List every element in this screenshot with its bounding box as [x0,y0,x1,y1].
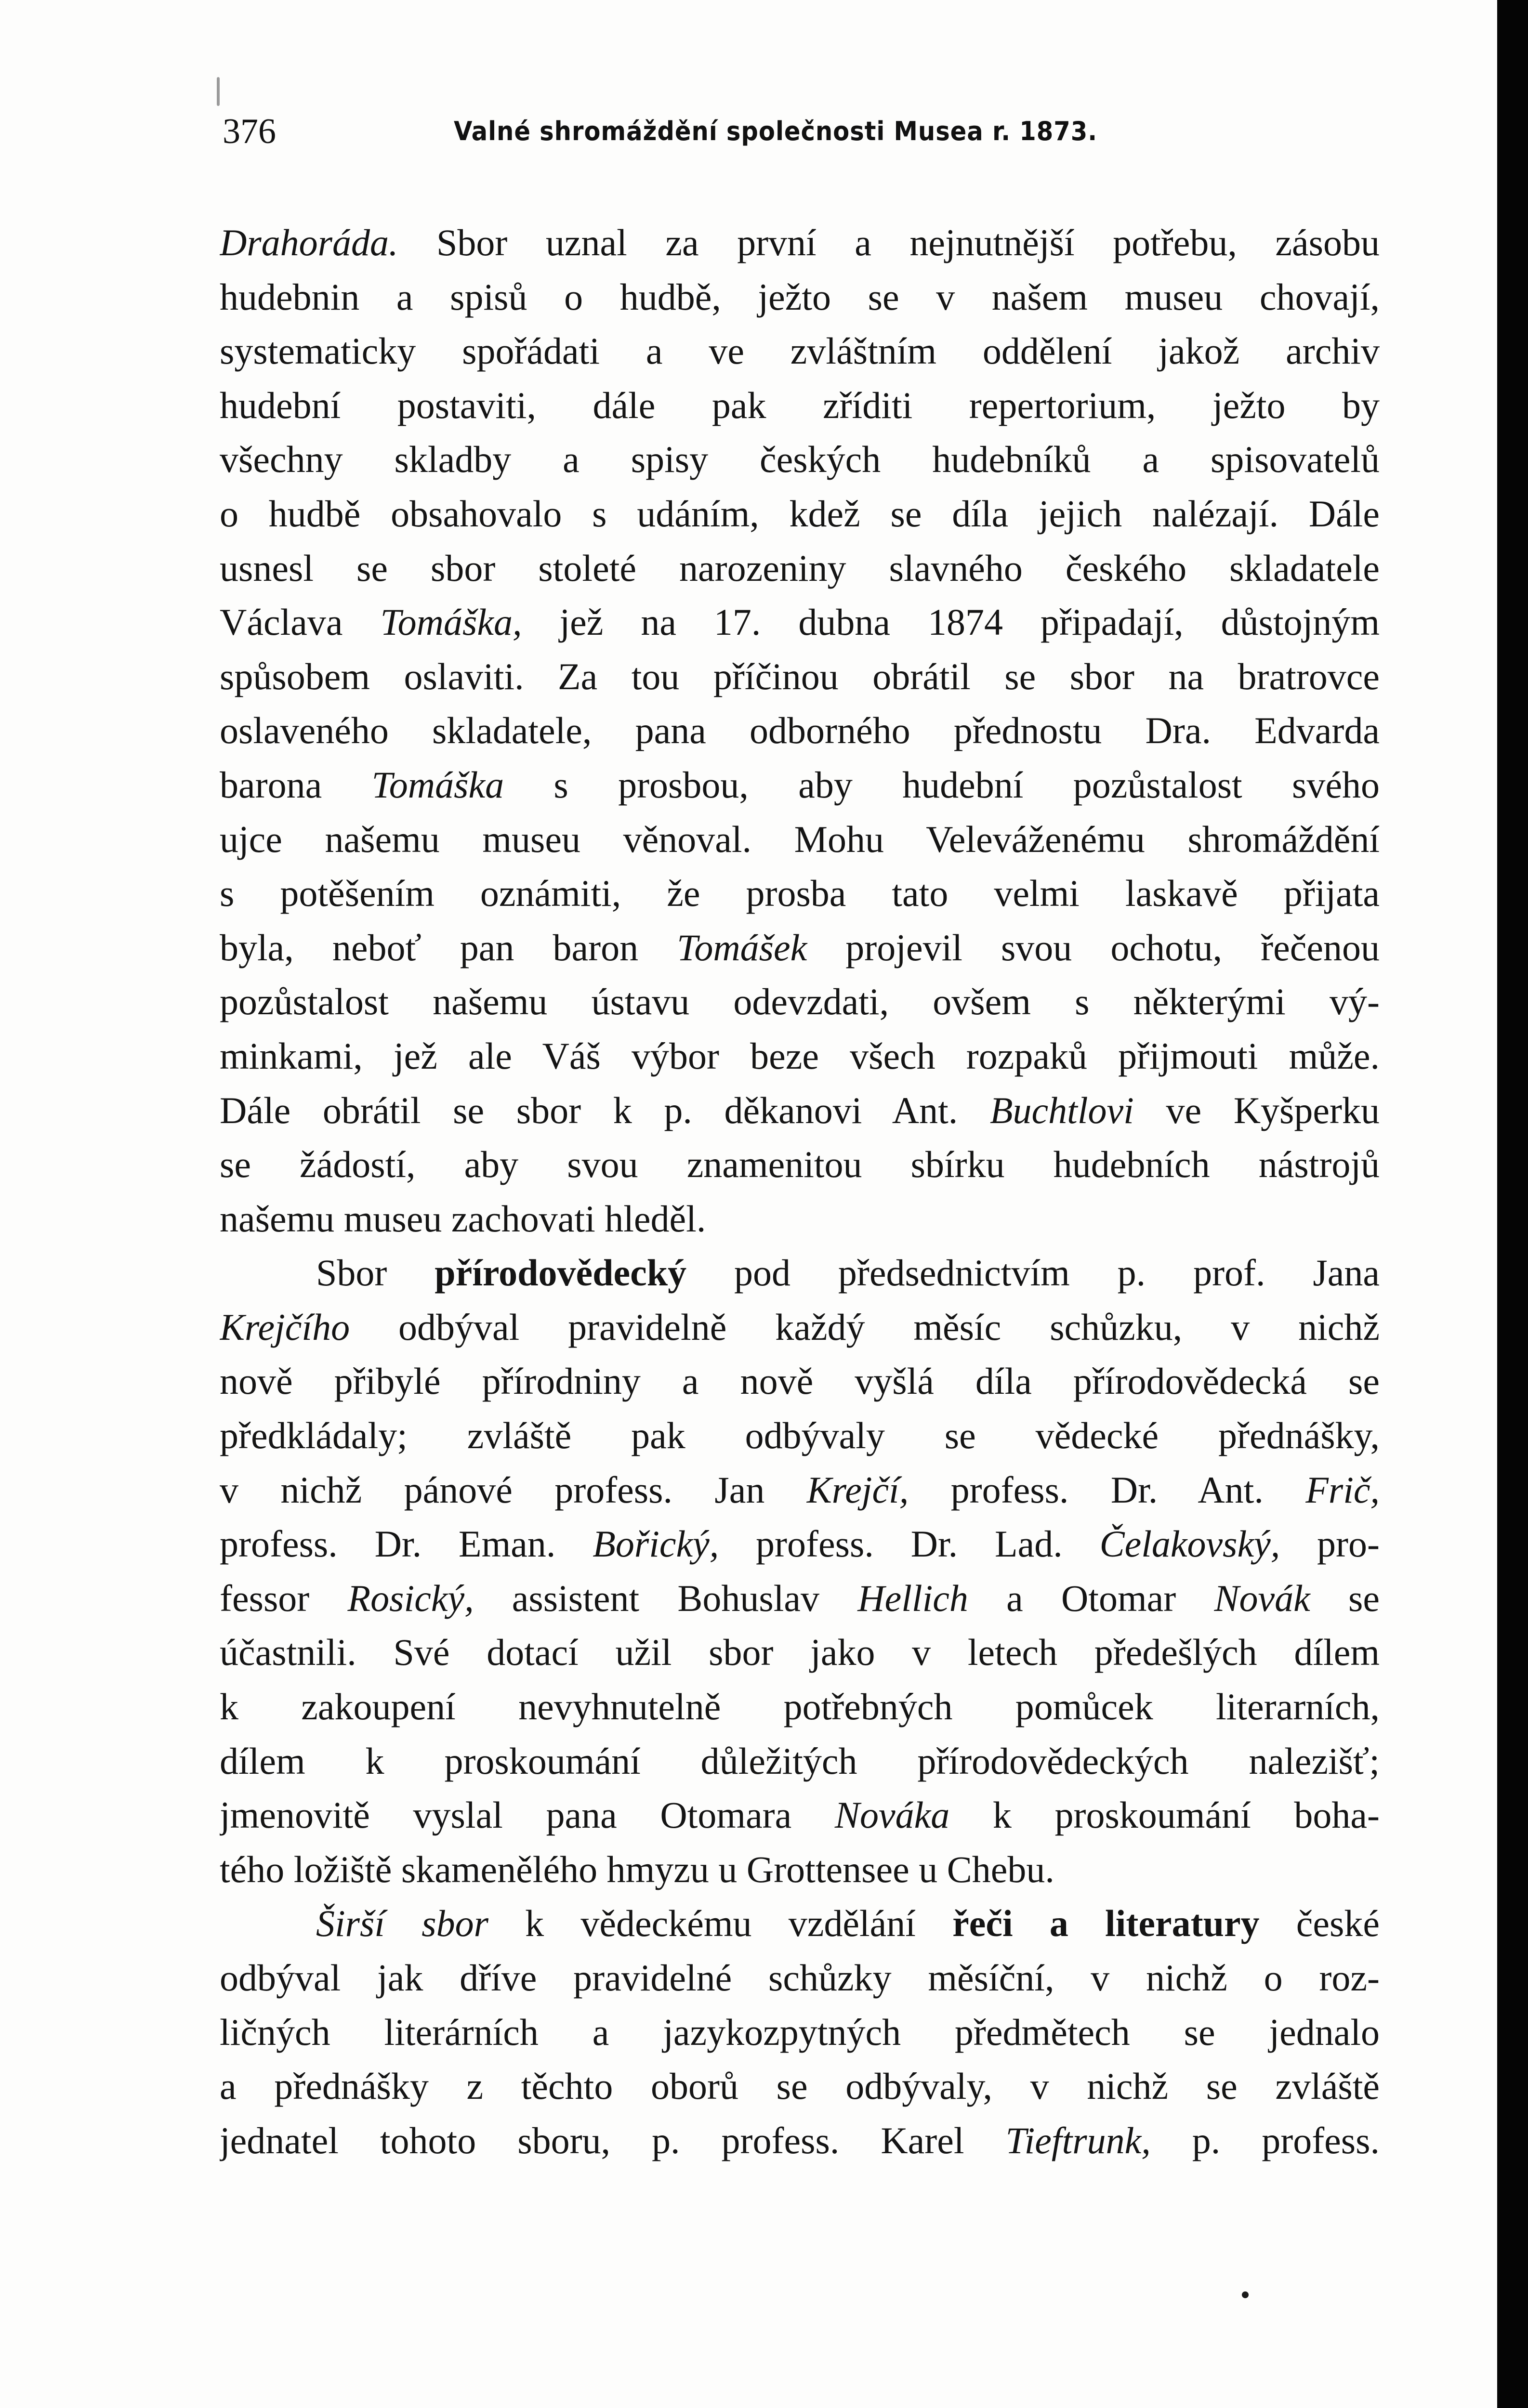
text-line: účastnili. Své dotací užil sbor jako v letech předešlých dílem [220,1631,1380,1674]
paragraph-music [220,216,1380,1246]
text-line: všechny skladby a spisy českých hudebníků a spisovatelů [220,438,1380,481]
text-line: ličných literárních a jazykozpytných předmětech se jednalo [220,2011,1380,2053]
text-line [220,216,1380,270]
text-run: p. profess. [1150,2119,1380,2161]
text-run: Sbor [316,1252,435,1294]
text-line [220,595,1380,650]
text-line: našemu museu zachovati hleděl. [220,1197,706,1240]
paragraph-language-literature [220,1897,1380,2168]
text-run: Václava [220,601,381,643]
text-line [220,2114,1380,2168]
italic-name: Krejčí, [806,1468,909,1511]
text-line [220,1897,1380,1951]
text-run: jmenovitě vyslal pana Otomara [220,1794,835,1836]
running-head: Valné shromáždění společnosti Musea r. 1873. [454,116,1098,146]
text-line: odbýval jak dříve pravidelné schůzky měsíční, v nichž o roz- [220,1957,1380,1999]
text-line: ujce našemu museu věnoval. Mohu Veleváženému shromáždění [220,818,1380,860]
text-line [220,1463,1380,1518]
text-run: k vědeckému vzdělání [488,1902,953,1945]
text-line [220,758,1380,812]
text-line [220,1788,1380,1843]
italic-name: Čelakovský, [1099,1523,1280,1565]
italic-name: Frič, [1305,1468,1380,1511]
paragraph-natural-science [220,1246,1380,1897]
italic-name: Tieftrunk, [1005,2119,1151,2161]
italic-name: Tomáška, [380,601,522,643]
italic-name: Drahoráda. [220,222,398,263]
italic-name: Rosický, [347,1577,474,1619]
text-line: a přednášky z těchto oborů se odbývaly, v nichž se zvláště [220,2065,1380,2107]
italic-name: Nováka [834,1794,950,1836]
text-line: oslaveného skladatele, pana odborného přednostu Dra. Edvarda [220,709,1380,752]
text-run: odbýval pravidelně každý měsíc schůzku, v nichž [350,1306,1380,1348]
text-line [220,921,1380,975]
scan-edge [1497,0,1528,2408]
italic-name: Hellich [857,1577,968,1619]
text-line: systematicky spořádati a ve zvláštním oddělení jakož archiv [220,330,1380,372]
text-run: jednatel tohoto sboru, p. profess. Karel [220,2119,1006,2161]
text-line: tého ložiště skamenělého hmyzu u Grottensee u Chebu. [220,1848,1054,1890]
text-line: o hudbě obsahovalo s udáním, kdež se díla jejich nalézají. Dále [220,492,1380,535]
text-line: předkládaly; zvláště pak odbývaly se vědecké přednášky, [220,1414,1380,1457]
text-run: profess. Dr. Ant. [909,1468,1306,1511]
text-run: assistent Bohuslav [474,1577,858,1619]
text-line [220,1084,1380,1138]
text-line: pozůstalost našemu ústavu odevzdati, ovšem s některými vý- [220,981,1380,1023]
text-run: české [1259,1902,1380,1945]
text-run: barona [220,763,372,806]
italic-name: Tomášek [677,926,807,968]
text-line [220,1571,1380,1626]
italic-name: Novák [1214,1577,1310,1619]
body-text [220,216,1380,2168]
text-line: s potěšením oznámiti, že prosba tato velmi laskavě přijata [220,872,1380,915]
text-line [220,1300,1380,1355]
text-run: se [1310,1577,1380,1619]
text-line: hudebnin a spisů o hudbě, ježto se v našem museu chovají, [220,275,1380,318]
text-run: fessor [220,1577,348,1619]
text-line: minkami, jež ale Váš výbor beze všech rozpaků přijmouti může. [220,1034,1380,1077]
italic-name: Širší sbor [316,1902,488,1945]
text-run: profess. Dr. Lad. [719,1523,1100,1565]
ink-speck [217,77,220,106]
text-line: spůsobem oslaviti. Za tou příčinou obrátil se sbor na bratrovce [220,655,1380,697]
text-run: byla, neboť pan baron [220,926,677,968]
text-run: jež na 17. dubna 1874 připadají, důstojným [522,601,1380,643]
text-run: Dále obrátil se sbor k p. děkanovi Ant. [220,1089,990,1131]
text-run: a Otomar [968,1577,1214,1619]
bold-term: přírodovědecký [435,1252,687,1294]
text-line: dílem k proskoumání důležitých přírodovědeckých nalezišť; [220,1740,1380,1782]
text-run: ve Kyšperku [1133,1089,1380,1131]
text-line: nově přibylé přírodniny a nově vyšlá díla přírodovědecká se [220,1360,1380,1402]
text-run: projevil svou ochotu, řečenou [807,926,1380,968]
text-line [220,1246,1380,1300]
page-header [223,105,1379,158]
bold-term: řeči a literatury [952,1902,1260,1945]
text-run: pod předsednictvím p. prof. Jana [686,1252,1380,1294]
text-run: Sbor uznal za první a nejnutnější potřebu, zásobu [398,222,1380,263]
text-line [220,1517,1380,1571]
page-number: 376 [223,112,276,151]
text-line: k zakoupení nevyhnutelně potřebných pomůcek literarních, [220,1686,1380,1728]
text-run: k proskoumání boha- [949,1794,1380,1836]
italic-name: Buchtlovi [989,1089,1134,1131]
text-line: hudební postaviti, dále pak zříditi repertorium, ježto by [220,384,1380,426]
text-run: s prosbou, aby hudební pozůstalost svého [504,763,1380,806]
text-run: pro- [1280,1523,1380,1565]
text-run: v nichž pánové profess. Jan [220,1468,807,1511]
italic-name: Bořický, [593,1523,719,1565]
italic-name: Krejčího [220,1306,350,1348]
ink-speck [1242,2291,1249,2298]
text-run: profess. Dr. Eman. [220,1523,593,1565]
text-line: usnesl se sbor stoleté narozeniny slavného českého skladatele [220,547,1380,589]
italic-name: Tomáška [371,763,504,806]
text-line: se žádostí, aby svou znamenitou sbírku hudebních nástrojů [220,1143,1380,1186]
